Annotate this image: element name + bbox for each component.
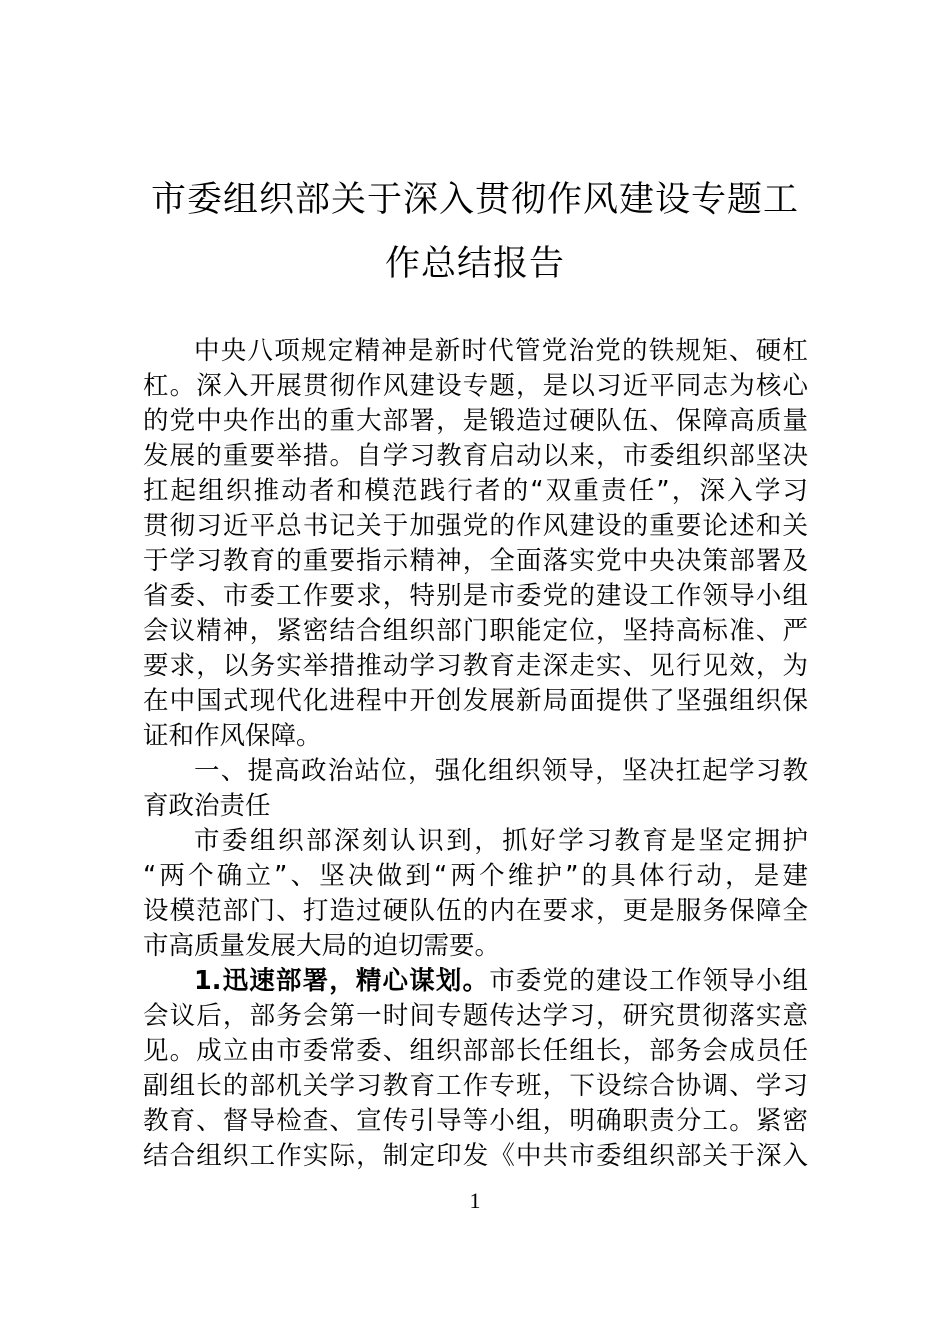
- text-line: 扛起组织推动者和模范践行者的“双重责任”，深入学习: [143, 476, 808, 506]
- text-line: 副组长的部机关学习教育工作专班，下设综合协调、学习: [143, 1071, 808, 1101]
- text-line: 要求，以务实举措推动学习教育走深走实、见行见效，为: [143, 651, 808, 681]
- document-title: [140, 168, 810, 296]
- page-number: 1: [469, 1188, 481, 1213]
- text-line: 育政治责任: [143, 791, 271, 821]
- paragraph-intro: [143, 334, 808, 754]
- text-line: 市高质量发展大局的迫切需要。: [143, 931, 501, 961]
- text-line: 会议精神，紧密结合组织部门职能定位，坚持高标准、严: [143, 616, 808, 646]
- item-lead-heading: 1.迅速部署，精心谋划。: [194, 966, 490, 996]
- section-heading-1: [143, 754, 808, 824]
- text-line: 于学习教育的重要指示精神，全面落实党中央决策部署及: [143, 546, 808, 576]
- text-line: 中央八项规定精神是新时代管党治党的铁规矩、硬杠: [194, 336, 808, 366]
- text-line: 教育、督导检查、宣传引导等小组，明确职责分工。紧密: [143, 1106, 808, 1136]
- document-body: [143, 334, 808, 1174]
- text-line: 证和作风保障。: [143, 721, 322, 751]
- title-line-2: 作总结报告: [384, 244, 565, 284]
- title-line-1: 市委组织部关于深入贯彻作风建设专题工: [150, 180, 799, 220]
- paragraph-section-1-intro: [143, 824, 808, 964]
- text-line: 见。成立由市委常委、组织部部长任组长，部务会成员任: [143, 1036, 808, 1066]
- text-line: 发展的重要举措。自学习教育启动以来，市委组织部坚决: [143, 441, 808, 471]
- text-line-with-lead: [143, 964, 808, 999]
- text-line: “两个确立”、坚决做到“两个维护”的具体行动，是建: [143, 861, 808, 891]
- item-lead-rest: 市委党的建设工作领导小组: [489, 966, 808, 996]
- text-line: 在中国式现代化进程中开创发展新局面提供了坚强组织保: [143, 686, 808, 716]
- text-line: 杠。深入开展贯彻作风建设专题，是以习近平同志为核心: [143, 371, 808, 401]
- text-line: 的党中央作出的重大部署，是锻造过硬队伍、保障高质量: [143, 406, 808, 436]
- text-line: 结合组织工作实际，制定印发《中共市委组织部关于深入: [143, 1141, 808, 1171]
- text-line: 一、提高政治站位，强化组织领导，坚决扛起学习教: [194, 756, 808, 786]
- text-line: 会议后，部务会第一时间专题传达学习，研究贯彻落实意: [143, 1001, 808, 1031]
- text-line: 贯彻习近平总书记关于加强党的作风建设的重要论述和关: [143, 511, 808, 541]
- paragraph-item-1: [143, 964, 808, 1174]
- text-line: 市委组织部深刻认识到，抓好学习教育是坚定拥护: [194, 826, 808, 856]
- text-line: 省委、市委工作要求，特别是市委党的建设工作领导小组: [143, 581, 808, 611]
- text-line: 设模范部门、打造过硬队伍的内在要求，更是服务保障全: [143, 896, 808, 926]
